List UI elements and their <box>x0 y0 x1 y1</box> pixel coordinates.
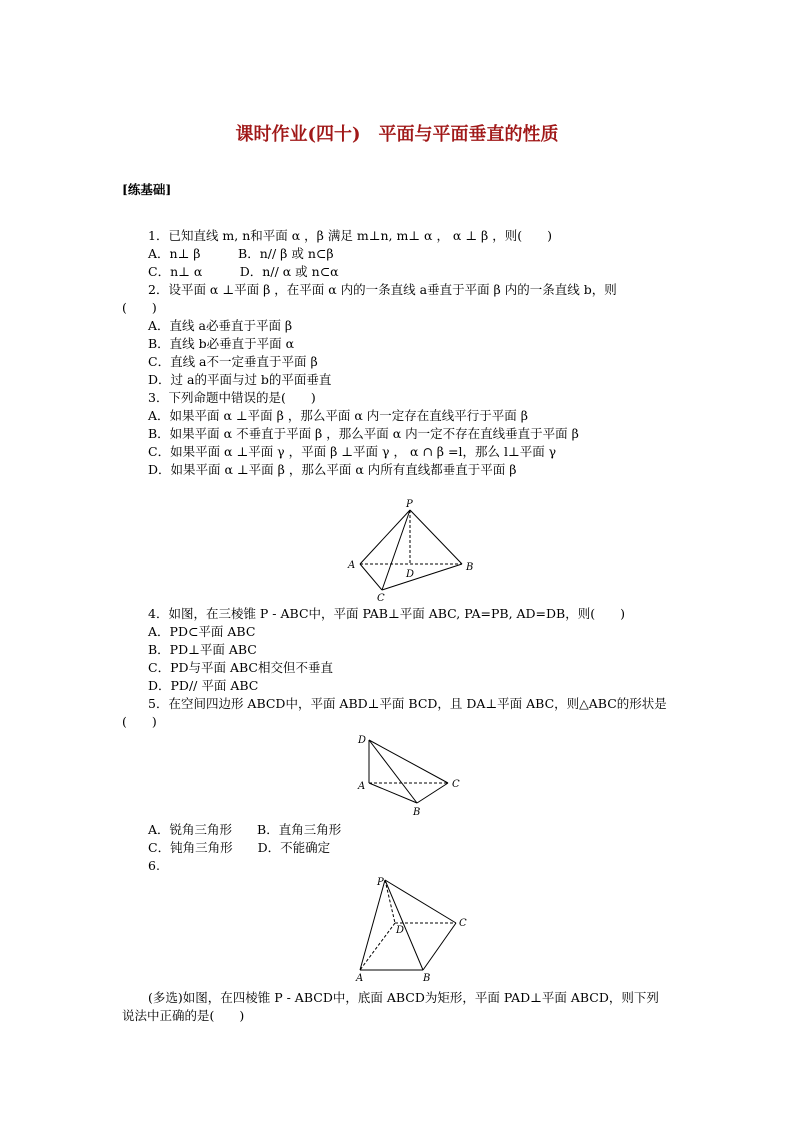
q4-option-a: A．PD⊂平面 ABC <box>148 624 256 639</box>
q3-option-c: C．如果平面 α ⊥平面 γ ，平面 β ⊥平面 γ ， α ∩ β =l，那么 l⊥平面 γ <box>148 444 557 459</box>
q1-options-cd: C．n⊥ α D．n// α 或 n⊂α <box>148 264 339 279</box>
q6-stem-cont: 说法中正确的是( ) <box>122 1008 245 1023</box>
q3-option-a: A．如果平面 α ⊥平面 β ，那么平面 α 内一定存在直线平行于平面 β <box>148 408 528 423</box>
q1-stem: 1．已知直线 m, n和平面 α ，β 满足 m⊥n, m⊥ α ， α ⊥ β ，则( ) <box>148 228 553 243</box>
q5-options-cd: C．钝角三角形 D．不能确定 <box>148 840 331 855</box>
fig1-label-d: D <box>406 569 415 580</box>
fig2-label-a: A <box>358 781 366 792</box>
q4-option-d: D．PD// 平面 ABC <box>148 678 259 693</box>
q2-option-b: B．直线 b必垂直于平面 α <box>148 336 295 351</box>
fig1-label-a: A <box>348 560 356 571</box>
fig2-label-d: D <box>358 735 367 746</box>
fig1-label-c: C <box>377 593 385 604</box>
q2-stem-cont: ( ) <box>122 300 157 315</box>
q3-option-b: B．如果平面 α 不垂直于平面 β ，那么平面 α 内一定不存在直线垂直于平面 β <box>148 426 579 441</box>
fig3-label-p: P <box>377 877 384 888</box>
fig2-label-b: B <box>413 807 421 818</box>
q2-option-c: C．直线 a不一定垂直于平面 β <box>148 354 318 369</box>
q6-stem: (多选)如图，在四棱锥 P - ABCD中，底面 ABCD为矩形，平面 PAD⊥平面 ABCD，则下列 <box>148 990 659 1005</box>
q1-options-ab: A．n⊥ β B．n// β 或 n⊂β <box>148 246 334 261</box>
q6-number: 6. <box>148 858 160 873</box>
q2-option-d: D．过 a的平面与过 b的平面垂直 <box>148 372 332 387</box>
fig1-label-b: B <box>466 562 474 573</box>
figure-pyramid-pabc <box>340 494 480 604</box>
q5-stem: 5．在空间四边形 ABCD中，平面 ABD⊥平面 BCD，且 DA⊥平面 ABC，则△ABC的形状是 <box>148 696 667 711</box>
q3-option-d: D．如果平面 α ⊥平面 β ，那么平面 α 内所有直线都垂直于平面 β <box>148 462 517 477</box>
page-title: 课时作业(四十) 平面与平面垂直的性质 <box>235 124 559 145</box>
q4-option-b: B．PD⊥平面 ABC <box>148 642 257 657</box>
q4-option-c: C．PD与平面 ABC相交但不垂直 <box>148 660 333 675</box>
fig3-label-c: C <box>459 918 467 929</box>
fig3-label-d: D <box>396 925 405 936</box>
section-heading: [练基础] <box>122 182 172 197</box>
q2-option-a: A．直线 a必垂直于平面 β <box>148 318 293 333</box>
q5-stem-cont: ( ) <box>122 714 157 729</box>
q2-stem: 2．设平面 α ⊥平面 β ，在平面 α 内的一条直线 a垂直于平面 β 内的一条直线 b，则 <box>148 282 617 297</box>
fig3-label-b: B <box>423 973 431 984</box>
figure-pyramid-pabcd <box>350 870 475 985</box>
fig2-label-c: C <box>452 779 460 790</box>
q4-stem: 4．如图，在三棱锥 P - ABC中，平面 PAB⊥平面 ABC, PA=PB, AD=DB，则( ) <box>148 606 625 621</box>
fig3-label-a: A <box>356 973 364 984</box>
fig1-label-p: P <box>406 499 413 510</box>
figure-tetrahedron-dabc <box>350 730 470 820</box>
q3-stem: 3．下列命题中错误的是( ) <box>148 390 316 405</box>
q5-options-ab: A．锐角三角形 B．直角三角形 <box>148 822 342 837</box>
